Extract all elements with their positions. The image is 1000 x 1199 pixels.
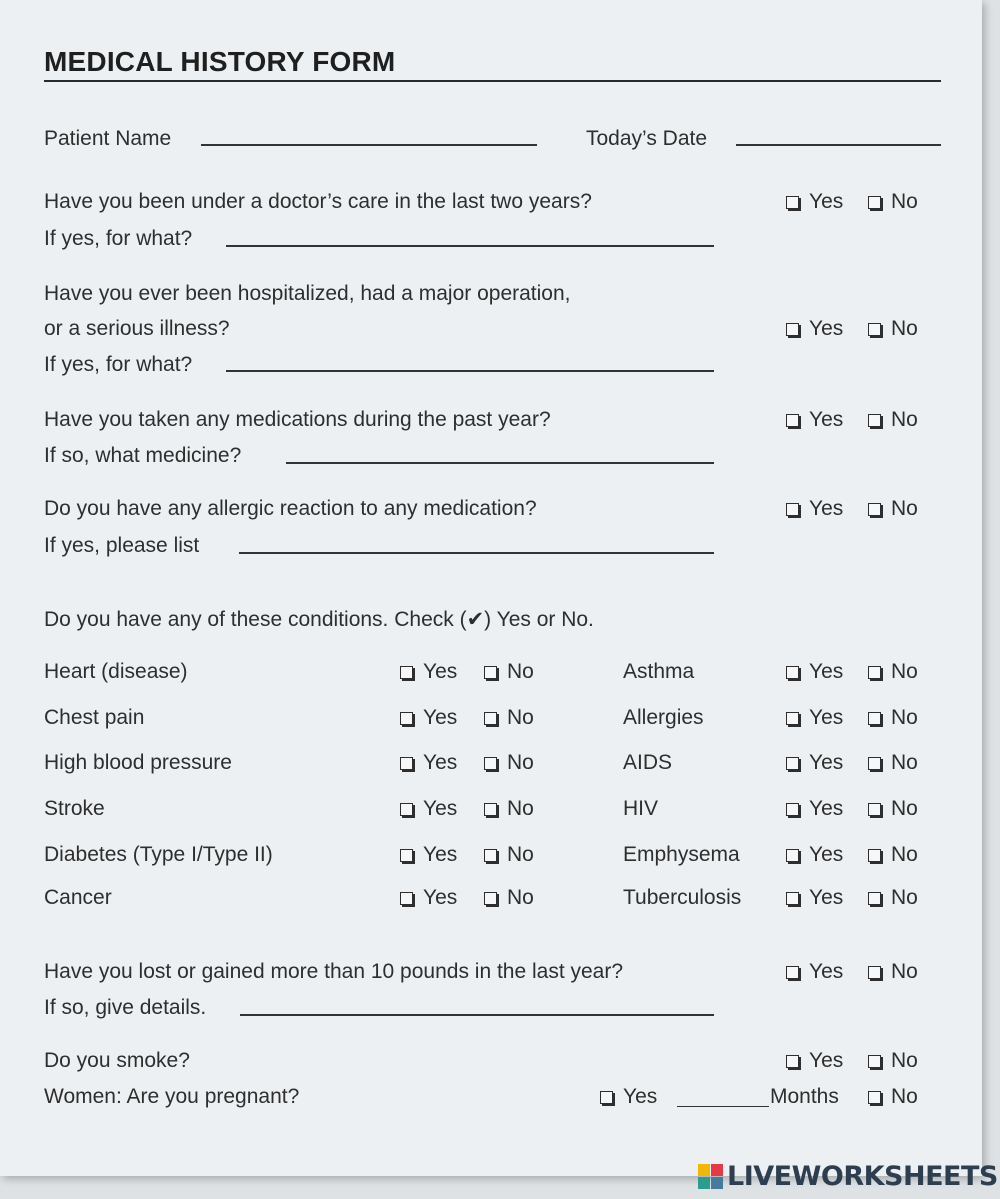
condition-no[interactable]: No (484, 751, 534, 775)
condition-no[interactable]: No (868, 751, 918, 775)
checkbox-icon (868, 666, 881, 679)
condition-yes[interactable]: Yes (786, 797, 843, 821)
question-allergic: Do you have any allergic reaction to any medication? (44, 497, 537, 520)
checkbox-icon (400, 803, 413, 816)
condition-no[interactable]: No (868, 706, 918, 730)
checkbox-icon (600, 1091, 613, 1104)
weight-followup-field[interactable] (240, 1014, 714, 1016)
medications-followup-field[interactable] (286, 462, 714, 464)
condition-no[interactable]: No (868, 843, 918, 867)
condition-label: Stroke (44, 797, 105, 820)
allergic-followup-label: If yes, please list (44, 534, 200, 557)
checkbox-icon (786, 757, 799, 770)
checkbox-icon (868, 757, 881, 770)
condition-yes[interactable]: Yes (786, 706, 843, 730)
question-weight: Have you lost or gained more than 10 pounds in the last year? (44, 960, 624, 983)
checkbox-icon (484, 803, 497, 816)
condition-label: Chest pain (44, 706, 145, 729)
condition-yes[interactable]: Yes (786, 751, 843, 775)
liveworksheets-logo (698, 1161, 998, 1192)
condition-yes[interactable]: Yes (400, 843, 457, 867)
checkbox-icon (868, 966, 881, 979)
checkbox-icon (786, 849, 799, 862)
question-hospitalized-line2: or a serious illness? (44, 317, 230, 340)
condition-no[interactable]: No (868, 660, 918, 684)
todays-date-field[interactable] (736, 144, 941, 146)
question-medications: Have you taken any medications during the past year? (44, 408, 551, 431)
checkbox-icon (484, 892, 497, 905)
patient-name-label: Patient Name (44, 127, 172, 150)
condition-label: Asthma (623, 660, 695, 683)
condition-yes[interactable]: Yes (786, 660, 843, 684)
checkbox-icon (484, 849, 497, 862)
condition-label: HIV (623, 797, 659, 820)
checkbox-icon (868, 1055, 881, 1068)
checkbox-icon (868, 196, 881, 209)
question-smoke: Do you smoke? (44, 1049, 190, 1072)
logo-icon (698, 1164, 723, 1189)
allergic-followup-field[interactable] (239, 552, 714, 554)
condition-no[interactable]: No (868, 797, 918, 821)
condition-yes[interactable]: Yes (786, 886, 843, 910)
checkbox-icon (484, 757, 497, 770)
pregnant-yes[interactable]: Yes (600, 1085, 657, 1109)
condition-yes[interactable]: Yes (400, 660, 457, 684)
condition-label: Cancer (44, 886, 112, 909)
checkbox-icon (868, 323, 881, 336)
checkbox-icon (786, 503, 799, 516)
condition-label: High blood pressure (44, 751, 232, 774)
pregnant-no[interactable]: No (868, 1085, 918, 1109)
checkbox-icon (400, 892, 413, 905)
logo-text: LIVEWORKSHEETS (727, 1161, 998, 1192)
checkbox-icon (400, 712, 413, 725)
patient-name-field[interactable] (201, 144, 537, 146)
title-underline (44, 80, 941, 82)
checkbox-icon (868, 849, 881, 862)
condition-yes[interactable]: Yes (400, 706, 457, 730)
doctor-care-no[interactable]: No (868, 190, 918, 214)
question-hospitalized-line1: Have you ever been hospitalized, had a major operation, (44, 282, 571, 305)
checkbox-icon (786, 666, 799, 679)
weight-no[interactable]: No (868, 960, 918, 984)
hospitalized-no[interactable]: No (868, 317, 918, 341)
checkbox-icon (868, 892, 881, 905)
checkbox-icon (484, 712, 497, 725)
allergic-yes[interactable]: Yes (786, 497, 843, 521)
medications-no[interactable]: No (868, 408, 918, 432)
smoke-no[interactable]: No (868, 1049, 918, 1073)
condition-label: Diabetes (Type I/Type II) (44, 843, 273, 866)
condition-label: Heart (disease) (44, 660, 188, 683)
condition-no[interactable]: No (484, 660, 534, 684)
checkbox-icon (868, 712, 881, 725)
smoke-yes[interactable]: Yes (786, 1049, 843, 1073)
checkbox-icon (786, 323, 799, 336)
condition-no[interactable]: No (484, 797, 534, 821)
condition-no[interactable]: No (484, 886, 534, 910)
condition-label: AIDS (623, 751, 673, 774)
checkbox-icon (786, 414, 799, 427)
conditions-instruction: Do you have any of these conditions. Check (✔) Yes or No. (44, 608, 594, 631)
condition-yes[interactable]: Yes (400, 751, 457, 775)
medications-yes[interactable]: Yes (786, 408, 843, 432)
doctor-care-followup-label: If yes, for what? (44, 227, 193, 250)
condition-no[interactable]: No (868, 886, 918, 910)
checkbox-icon (868, 503, 881, 516)
doctor-care-yes[interactable]: Yes (786, 190, 843, 214)
todays-date-label: Today’s Date (586, 127, 708, 150)
checkbox-icon (786, 966, 799, 979)
checkbox-icon (868, 1091, 881, 1104)
pregnant-months-label: Months (770, 1085, 839, 1108)
checkbox-icon (786, 712, 799, 725)
form-title: MEDICAL HISTORY FORM (44, 46, 396, 77)
doctor-care-followup-field[interactable] (226, 245, 714, 247)
pregnant-months-field[interactable] (677, 1106, 769, 1107)
question-doctor-care: Have you been under a doctor’s care in the last two years? (44, 190, 592, 213)
weight-yes[interactable]: Yes (786, 960, 843, 984)
hospitalized-followup-label: If yes, for what? (44, 353, 193, 376)
condition-yes[interactable]: Yes (400, 886, 457, 910)
checkbox-icon (400, 849, 413, 862)
condition-yes[interactable]: Yes (400, 797, 457, 821)
hospitalized-yes[interactable]: Yes (786, 317, 843, 341)
medications-followup-label: If so, what medicine? (44, 444, 242, 467)
checkbox-icon (786, 1055, 799, 1068)
condition-label: Tuberculosis (623, 886, 742, 909)
checkbox-icon (786, 196, 799, 209)
condition-label: Emphysema (623, 843, 740, 866)
hospitalized-followup-field[interactable] (226, 370, 714, 372)
checkbox-icon (400, 666, 413, 679)
checkbox-icon (868, 414, 881, 427)
condition-no[interactable]: No (484, 843, 534, 867)
allergic-no[interactable]: No (868, 497, 918, 521)
condition-no[interactable]: No (484, 706, 534, 730)
checkbox-icon (786, 892, 799, 905)
checkbox-icon (400, 757, 413, 770)
weight-followup-label: If so, give details. (44, 996, 207, 1019)
condition-yes[interactable]: Yes (786, 843, 843, 867)
checkbox-icon (868, 803, 881, 816)
checkbox-icon (786, 803, 799, 816)
condition-label: Allergies (623, 706, 704, 729)
checkbox-icon (484, 666, 497, 679)
question-pregnant: Women: Are you pregnant? (44, 1085, 300, 1108)
